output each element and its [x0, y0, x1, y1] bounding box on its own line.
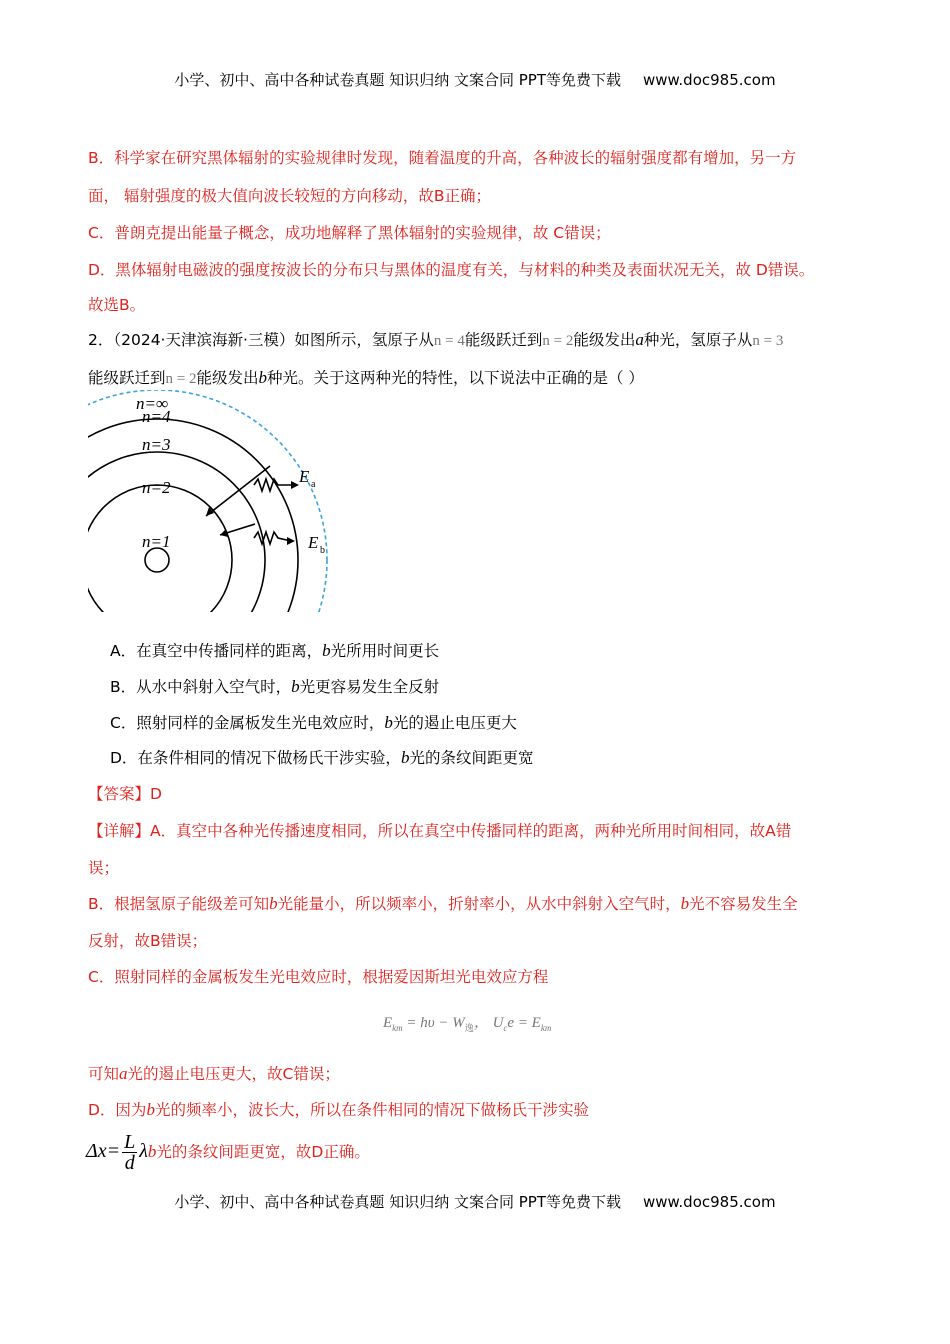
eq-sub-km2: km	[540, 1023, 552, 1033]
option-b-pre: B．从水中斜射入空气时，	[110, 678, 292, 696]
option-d-pre: D．在条件相同的情况下做杨氏干涉实验，	[110, 749, 401, 767]
label-n3: n=3	[142, 435, 171, 454]
option-d-post: 光的条纹间距更宽	[409, 749, 534, 767]
option-c-post: 光的遏止电压更大	[392, 714, 517, 732]
q-text-4: 种光，氢原子从	[643, 331, 753, 349]
label-n4: n=4	[142, 407, 171, 426]
label-ea: E	[299, 467, 310, 486]
q-n2: n = 2	[542, 333, 574, 349]
eq-e: E	[383, 1015, 393, 1031]
option-a-pre: A．在真空中传播同样的距离，	[110, 642, 323, 660]
option-c-pre: C．照射同样的金属板发生光电效应时，	[110, 714, 385, 732]
eq-mid: = hυ − W	[402, 1015, 465, 1031]
footer-site[interactable]: www.doc985.com	[642, 1193, 776, 1211]
q-n4: n = 4	[433, 333, 465, 349]
explanation-d-line1	[88, 1098, 589, 1120]
prev-c-line: C．普朗克提出能量子概念，成功地解释了黑体辐射的实验规律，故 C错误；	[88, 224, 611, 242]
formula-fraction	[122, 1132, 137, 1173]
q-n3: n = 3	[752, 333, 784, 349]
exp-d-pre: D．因为	[88, 1101, 147, 1119]
option-a-var: b	[322, 641, 331, 660]
explanation-a1: A．真空中各种光传播速度相同，所以在真空中传播同样的距离，两种光所用时间相同，故A错	[150, 822, 792, 840]
prev-b-line1: B．科学家在研究黑体辐射的实验规律时发现，随着温度的升高，各种波长的辐射强度都有增加，另一方	[88, 149, 797, 167]
exp-b-var2: b	[680, 894, 690, 913]
q-var-a: a	[635, 330, 644, 349]
exp-b-mid: 光能量小，所以频率小，折射率小，从水中斜射入空气时，	[277, 895, 681, 913]
q-var-b: b	[258, 368, 267, 387]
energy-level-diagram	[88, 390, 348, 612]
page-footer	[0, 1191, 950, 1212]
option-b-var: b	[291, 677, 300, 696]
formula-lambda: λ	[139, 1140, 148, 1162]
q-text-3: 能级发出	[573, 331, 636, 349]
prev-selection: 故选B。	[88, 296, 146, 314]
answer-label: 【答案】	[88, 785, 151, 803]
arrowhead-b	[220, 529, 228, 537]
exp-d2-post: 光的条纹间距更宽，故D正确。	[156, 1143, 370, 1161]
answer-line	[88, 782, 162, 804]
explanation-label: 【详解】	[88, 822, 151, 840]
q-text-6: 能级发出	[196, 369, 259, 387]
formula-den: d	[124, 1152, 135, 1174]
eq-sub-c: c	[503, 1023, 508, 1033]
explanation-a-line1	[88, 819, 791, 841]
label-n1: n=1	[142, 532, 171, 551]
exp-d-post: 光的频率小，波长大，所以在条件相同的情况下做杨氏干涉实验	[154, 1101, 589, 1119]
option-a-post: 光所用时间更长	[330, 642, 440, 660]
explanation-d-line2	[86, 1132, 370, 1173]
transition-a-arrow	[206, 466, 270, 516]
explanation-a-line2: 误；	[88, 859, 120, 877]
option-c[interactable]	[110, 711, 517, 733]
page-header	[0, 69, 950, 90]
photon-b-wave	[254, 532, 291, 544]
exp-d2-var: b	[147, 1142, 157, 1161]
option-a[interactable]	[110, 639, 439, 661]
eq-sub-yi: 逸	[464, 1023, 474, 1033]
exp-c-post: 光的遏止电压更大，故C错误；	[127, 1065, 340, 1083]
exp-b-post: 光不容易发生全	[689, 895, 798, 913]
prev-d-line: D．黑体辐射电磁波的强度按波长的分布只与黑体的温度有关，与材料的种类及表面状况无关，故 D错误。	[88, 261, 815, 279]
eq-sub-km: km	[392, 1023, 403, 1033]
q-text-5: 能级跃迁到	[88, 369, 166, 387]
exp-b-var: b	[269, 894, 278, 913]
explanation-c-line1: C．照射同样的金属板发生光电效应时，根据爱因斯坦光电效应方程	[88, 968, 549, 986]
option-d-var: b	[400, 748, 410, 767]
formula-num: L	[124, 1131, 136, 1153]
photon-a-wave	[254, 479, 295, 491]
arrowhead-eb	[287, 537, 295, 545]
header-text: 小学、初中、高中各种试卷真题 知识归纳 文案合同 PPT等免费下载	[174, 71, 621, 89]
photoelectric-equation	[383, 1011, 551, 1034]
answer-value: D	[150, 785, 162, 803]
q-text-1: 2．（2024·天津滨海新·三模）如图所示，氢原子从	[88, 331, 434, 349]
explanation-b-line1	[88, 892, 798, 914]
question-line1	[88, 328, 783, 350]
orbit-n1	[145, 548, 169, 572]
label-n2: n=2	[142, 478, 171, 497]
exp-b-pre: B．根据氢原子能级差可知	[88, 895, 270, 913]
header-site[interactable]: www.doc985.com	[642, 71, 776, 89]
explanation-c-line2	[88, 1062, 340, 1084]
footer-text: 小学、初中、高中各种试卷真题 知识归纳 文案合同 PPT等免费下载	[174, 1193, 621, 1211]
question-line2	[88, 366, 644, 388]
exp-c-pre: 可知	[88, 1065, 120, 1083]
label-ea-sub: a	[311, 479, 316, 490]
eq-sep: ， U	[473, 1015, 504, 1031]
option-d[interactable]	[110, 746, 533, 768]
option-b-post: 光更容易发生全反射	[299, 678, 440, 696]
formula-dx: Δx=	[86, 1140, 121, 1162]
orbit-n3	[88, 452, 265, 612]
explanation-b-line2: 反射，故B错误；	[88, 932, 208, 950]
q-n2b: n = 2	[165, 371, 197, 387]
option-c-var: b	[384, 713, 393, 732]
q-text-7: 种光。关于这两种光的特性，以下说法中正确的是（ ）	[267, 369, 644, 387]
option-b[interactable]	[110, 675, 439, 697]
label-eb-sub: b	[320, 545, 325, 556]
prev-b-line2: 面， 辐射强度的极大值向波长较短的方向移动，故B正确；	[88, 187, 492, 205]
label-eb: E	[308, 533, 319, 552]
exp-c-var: a	[119, 1064, 128, 1083]
label-n-inf: n=∞	[136, 394, 169, 413]
eq-mid2: e = E	[507, 1015, 541, 1031]
exp-d-var: b	[146, 1100, 155, 1119]
arrowhead-ea	[291, 481, 299, 489]
orbit-n4	[88, 419, 298, 612]
q-text-2: 能级跃迁到	[464, 331, 543, 349]
